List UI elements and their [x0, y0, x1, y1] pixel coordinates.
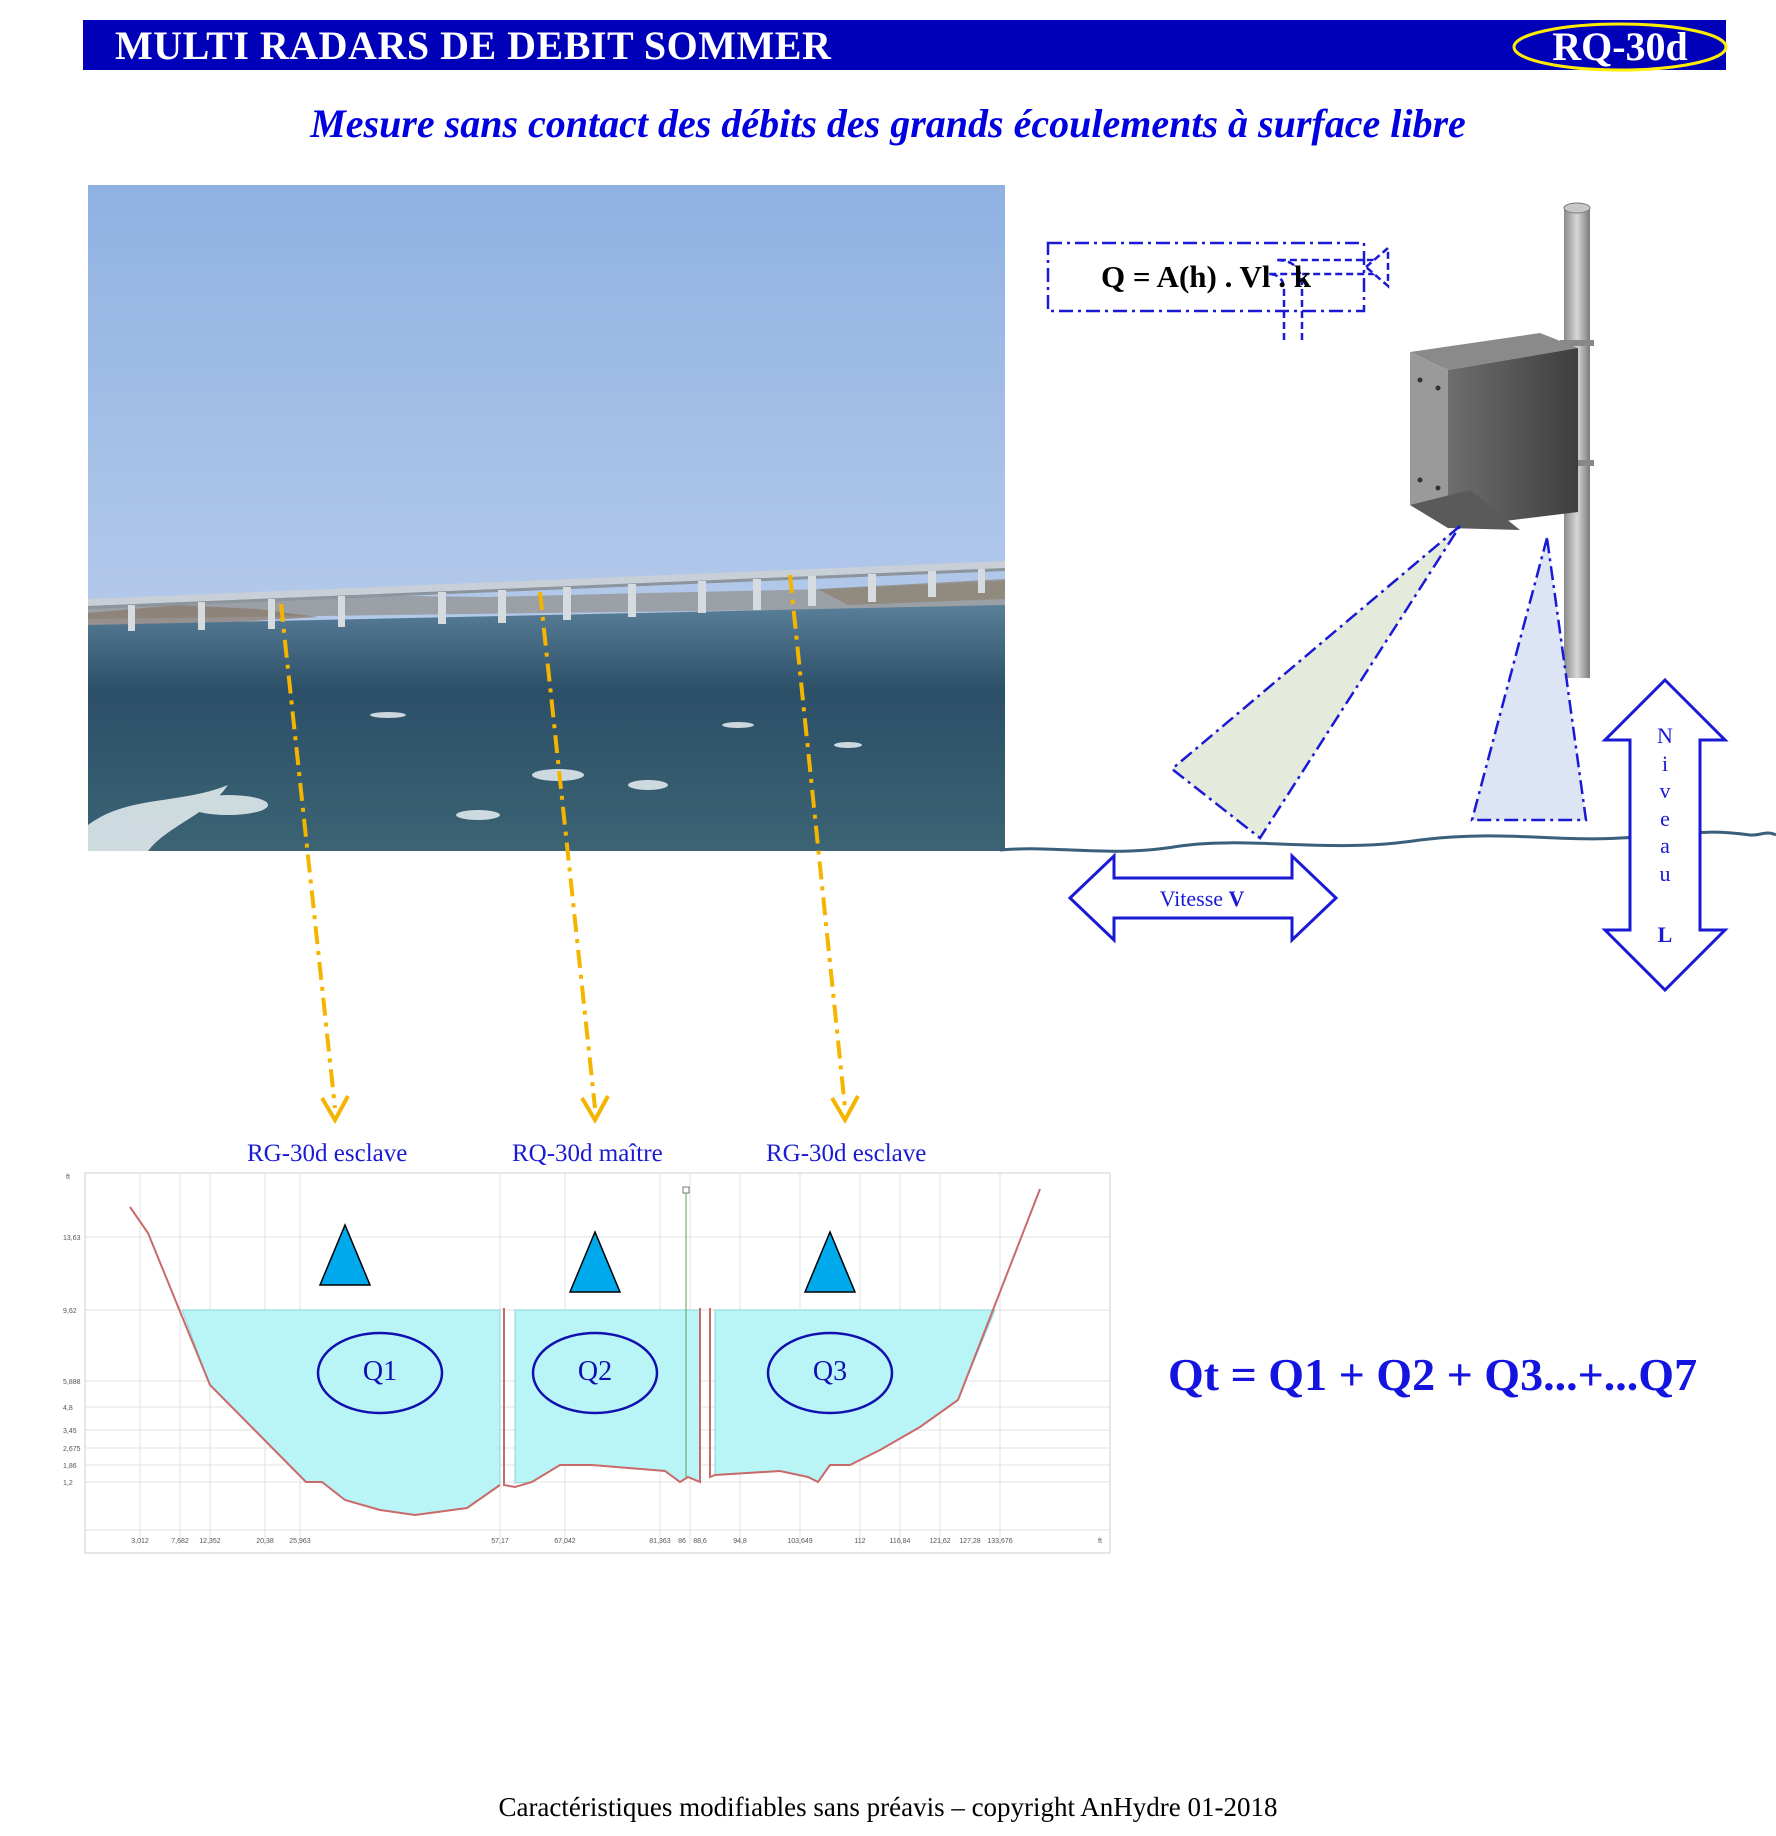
x-tick: 57,17: [491, 1538, 509, 1545]
radar-label-1: RG-30d esclave: [247, 1140, 408, 1167]
y-tick: 2,675: [63, 1446, 81, 1453]
radar-label-2: RQ-30d maître: [512, 1140, 663, 1167]
subtitle: Mesure sans contact des débits des grands écoulements à surface libre: [310, 101, 1466, 146]
zone-label-q2: Q2: [577, 1356, 613, 1387]
x-tick: 86: [678, 1538, 686, 1545]
x-tick: 88,6: [693, 1538, 707, 1545]
level-label: N i v e a u: [1657, 723, 1673, 886]
y-tick: 3,45: [63, 1428, 77, 1435]
speed-label: Vitesse V: [1159, 886, 1245, 911]
x-tick: 121,62: [929, 1538, 951, 1545]
radar-label-3: RG-30d esclave: [766, 1140, 927, 1167]
total-flow-formula: Qt = Q1 + Q2 + Q3...+...Q7: [1168, 1349, 1698, 1400]
zone-label-q1: Q1: [362, 1356, 398, 1387]
y-axis-ticks: [63, 1174, 81, 1487]
header-title: MULTI RADARS DE DEBIT SOMMER: [115, 23, 832, 68]
y-tick: 4,8: [63, 1405, 73, 1412]
x-tick: 116,84: [889, 1538, 911, 1545]
y-tick: 9,62: [63, 1308, 77, 1315]
x-tick: 25,963: [289, 1538, 311, 1545]
x-tick: 12,352: [199, 1538, 221, 1545]
y-unit: ft: [66, 1174, 70, 1181]
zone-label-q3: Q3: [812, 1356, 848, 1387]
x-tick: 3,012: [131, 1538, 149, 1545]
x-tick: 81,363: [649, 1538, 671, 1545]
x-unit: ft: [1098, 1538, 1102, 1545]
y-tick: 13,63: [63, 1235, 81, 1242]
x-tick: 133,676: [987, 1538, 1013, 1545]
x-tick: 7,682: [171, 1538, 189, 1545]
x-tick: 103,649: [787, 1538, 813, 1545]
water-zone-q2: [515, 1310, 700, 1483]
level-letter: L: [1657, 922, 1673, 947]
x-tick: 127,28: [959, 1538, 981, 1545]
footer-copyright: Caractéristiques modifiables sans préavis – copyright AnHydre 01-2018: [498, 1792, 1278, 1822]
flow-formula: Q = A(h) . Vl . k: [1100, 259, 1312, 294]
x-tick: 112: [854, 1538, 866, 1545]
y-tick: 5,888: [63, 1379, 81, 1386]
y-tick: 1,2: [63, 1480, 73, 1487]
x-tick: 94,8: [733, 1538, 747, 1545]
model-badge: RQ-30d: [1552, 24, 1688, 69]
x-tick: 20,38: [256, 1538, 274, 1545]
x-tick: 67,042: [554, 1538, 576, 1545]
y-tick: 1,86: [63, 1463, 77, 1470]
